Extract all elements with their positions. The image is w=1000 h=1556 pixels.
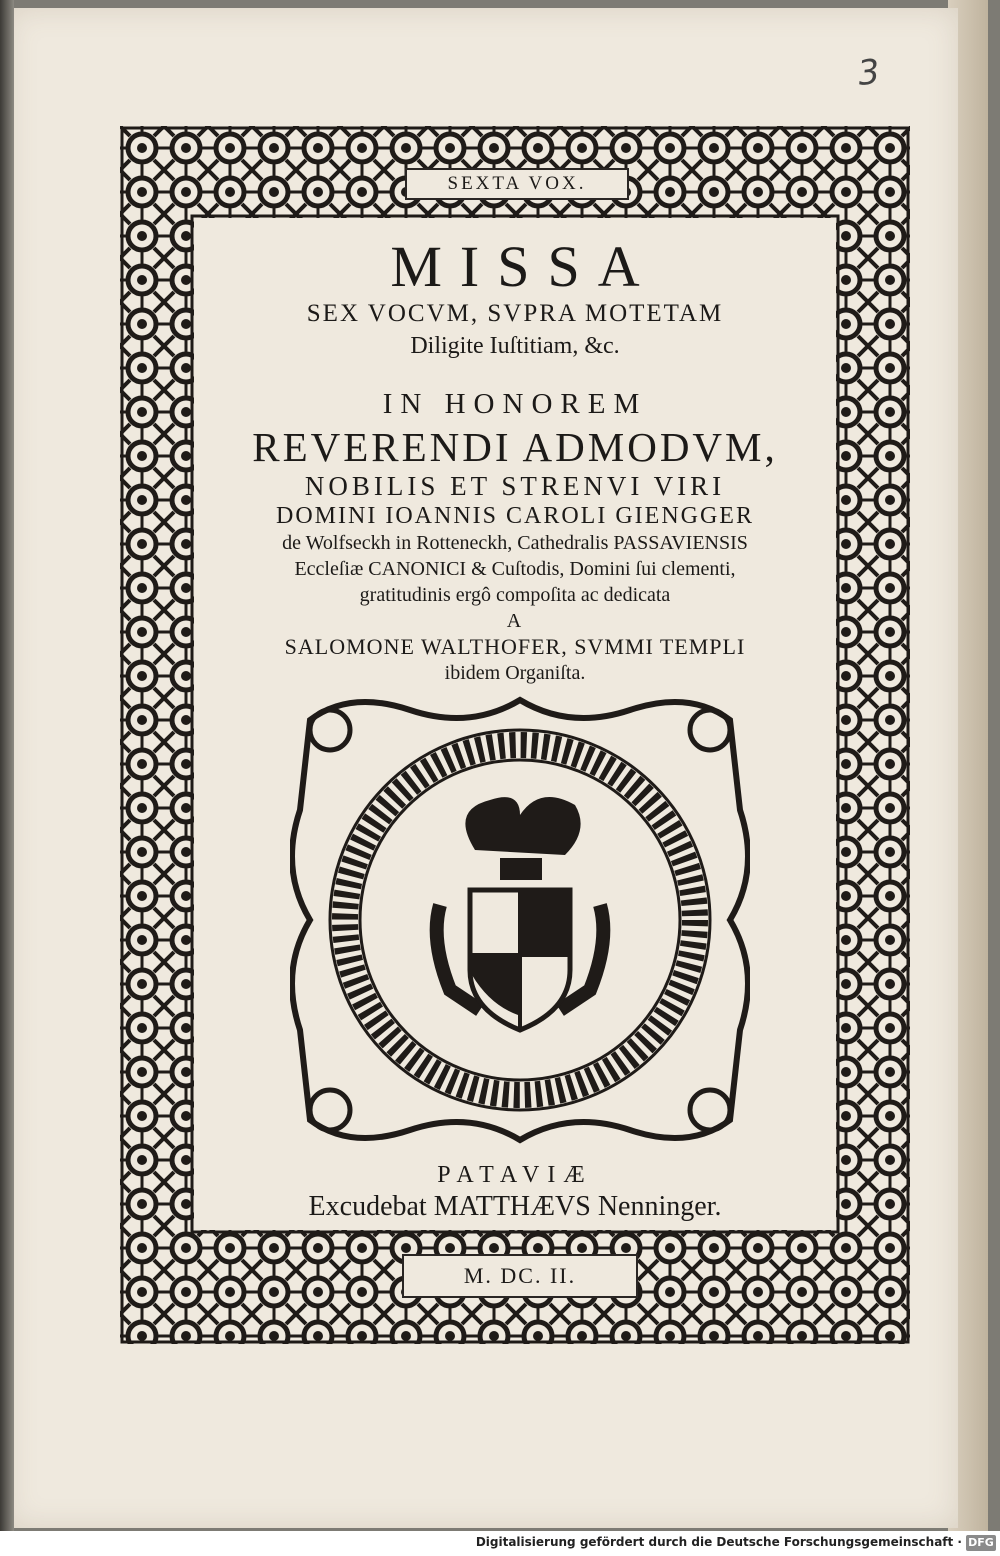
composer-name: SALOMONE WALTHOFER, SVMMI TEMPLI: [284, 634, 746, 659]
imprint-block: [200, 1160, 830, 1224]
imprint-place: PATAVIÆ: [437, 1162, 593, 1188]
composer-role: ibidem Organiſta.: [444, 662, 586, 684]
in-honorem-heading: IN HONOREM: [382, 388, 648, 420]
imprint-printer: Excudebat MATTHÆVS Nenninger.: [308, 1191, 722, 1222]
spine-shadow: [0, 0, 14, 1556]
subtitle-line-1: SEX VOCVM, SVPRA MOTETAM: [306, 300, 724, 327]
dedicatee-line-2: NOBILIS ET STRENVI VIRI: [304, 471, 726, 501]
dfg-credit-text: Digitalisierung gefördert durch die Deutsche Forschungsgemeinschaft ·: [475, 1535, 962, 1549]
folio-number: 3: [856, 51, 882, 94]
voice-label: SEXTA VOX.: [405, 168, 629, 200]
by-line-a: A: [506, 610, 524, 632]
title-missa: MISSA: [390, 234, 658, 299]
title-block: [200, 236, 830, 686]
dedicatee-place: de Wolfseckh in Rotteneckh, Cathedralis PASSAVIENSIS: [282, 532, 748, 554]
dedication-phrase: gratitudinis ergô compoſita ac dedicata: [359, 584, 671, 606]
dedicatee-office: Eccleſiæ CANONICI & Cuſtodis, Domini ſui clementi,: [294, 558, 736, 580]
dfg-logo-icon: DFG: [966, 1535, 996, 1551]
subtitle-line-2: Diligite Iuſtitiam, &c.: [410, 333, 620, 359]
dedicatee-line-1: REVERENDI ADMODVM,: [252, 424, 778, 470]
year-label: M. DC. II.: [402, 1254, 638, 1298]
dedicatee-name: DOMINI IOANNIS CAROLI GIENGGER: [276, 503, 754, 529]
footer-bar: [0, 1531, 1000, 1556]
coat-of-arms-emblem: [290, 690, 750, 1150]
